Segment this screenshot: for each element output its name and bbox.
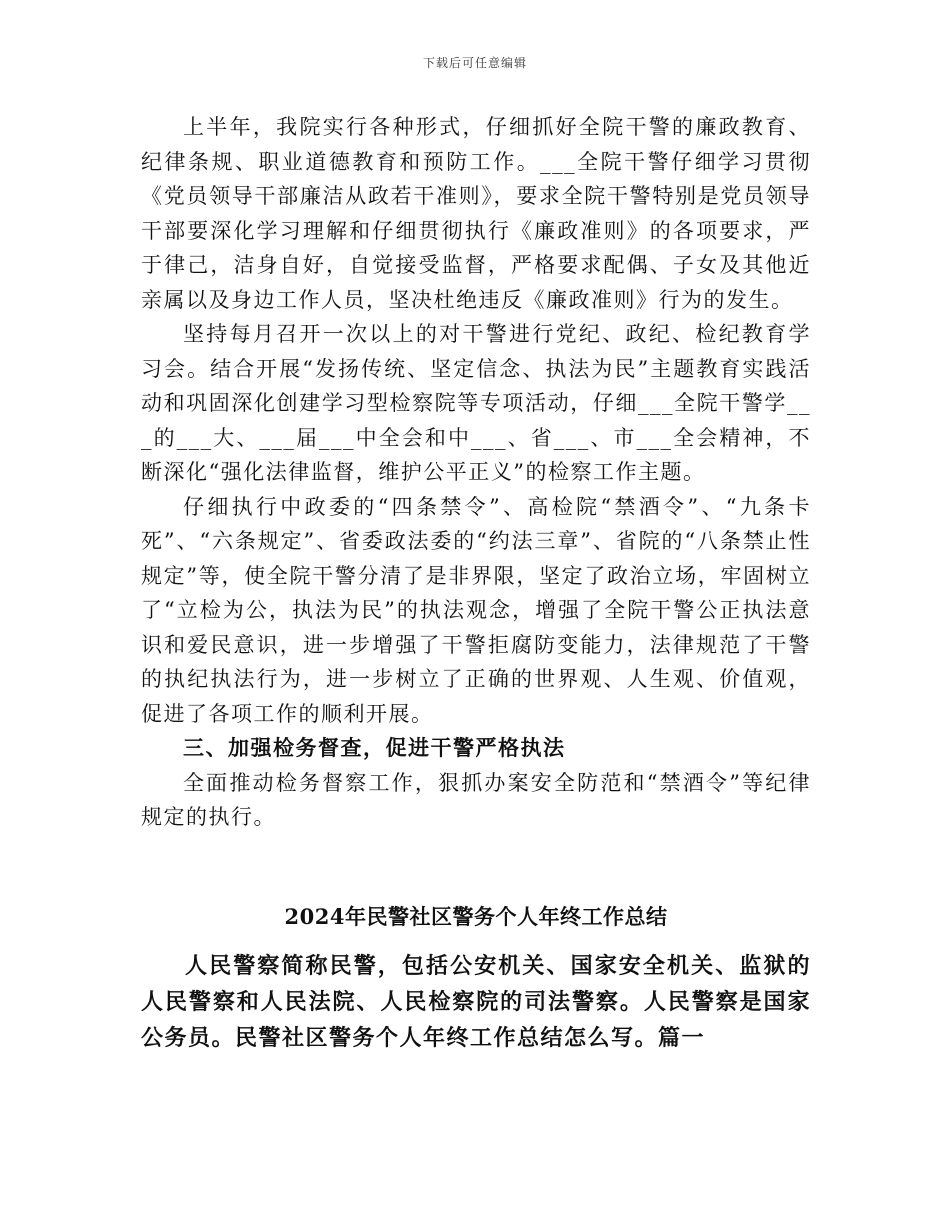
page-header-note: 下载后可任意编辑	[422, 56, 527, 70]
article-title: 2024年民警社区警务个人年终工作总结	[284, 904, 668, 929]
section-heading: 三、加强检务督查，促进干警严格执法	[183, 735, 566, 760]
body-paragraph-1: 上半年，我院实行各种形式，仔细抓好全院干警的廉政教育、纪律条规、职业道德教育和预防工作。___全院干警仔细学习贯彻《党员领导干部廉洁从政若干准则》，要求全院干警特别是党员领导干部要深化学习理解和仔细贯彻执行《廉政准则》的各项要求，严于律己，洁身自好，自觉接受监督，严格要求配偶、子女及其他近亲属以及身边工作人员，坚决杜绝违反《廉政准则》行为的发生。	[141, 115, 811, 312]
section-paragraph: 全面推动检务督察工作，狠抓办案安全防范和“禁酒令”等纪律规定的执行。	[141, 770, 811, 829]
body-paragraph-2: 坚持每月召开一次以上的对干警进行党纪、政纪、检纪教育学习会。结合开展“发扬传统、坚定信念、执法为民”主题教育实践活动和巩固深化创建学习型检察院等专项活动，仔细___全院干警学___的___大、___届___中全会和中___、省___、市___全会精神，不断深化“强化法律监督，维护公平正义”的检察工作主题。	[141, 322, 811, 484]
article-intro: 人民警察简称民警，包括公安机关、国家安全机关、监狱的人民警察和人民法院、人民检察院的司法警察。人民警察是国家公务员。民警社区警务个人年终工作总结怎么写。篇一	[141, 953, 811, 1051]
body-paragraph-3: 仔细执行中政委的“四条禁令”、高检院“禁酒令”、“九条卡死”、“六条规定”、省委政法委的“约法三章”、省院的“八条禁止性规定”等，使全院干警分清了是非界限，坚定了政治立场，牢固树立了“立检为公，执法为民”的执法观念，增强了全院干警公正执法意识和爱民意识，进一步增强了干警拒腐防变能力，法律规范了干警的执纪执法行为，进一步树立了正确的世界观、人生观、价值观，促进了各项工作的顺利开展。	[141, 494, 811, 726]
document-body	[141, 110, 811, 835]
